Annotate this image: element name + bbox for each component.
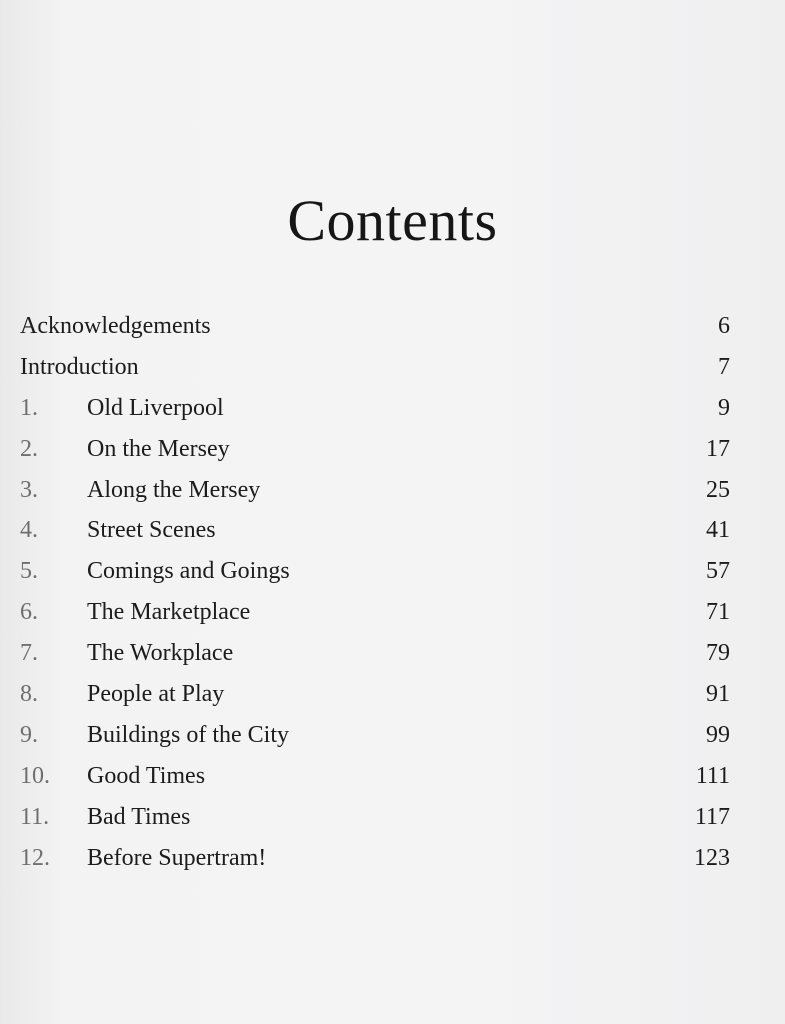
toc-entry-label: Acknowledgements bbox=[20, 313, 211, 339]
toc-entry bbox=[0, 436, 785, 477]
toc-entry-label: Along the Mersey bbox=[87, 476, 261, 503]
toc-entry-label: On the Mersey bbox=[87, 435, 230, 462]
toc-entry-page: 99 bbox=[706, 721, 730, 748]
toc-entry-label: Street Scenes bbox=[87, 517, 216, 544]
toc-entry-page: 41 bbox=[706, 517, 730, 544]
toc-entry-page: 111 bbox=[695, 762, 730, 789]
toc-entry bbox=[0, 804, 785, 845]
toc-entry-label: Old Liverpool bbox=[87, 394, 224, 421]
toc-entry-number: 3. bbox=[20, 476, 38, 503]
toc-entry-label: Comings and Goings bbox=[87, 558, 290, 585]
toc-entry-page: 91 bbox=[706, 681, 730, 708]
toc-entry-page: 7 bbox=[718, 353, 730, 380]
page-title: Contents bbox=[287, 187, 498, 253]
toc-entry bbox=[0, 599, 785, 640]
toc-entry-label: The Marketplace bbox=[87, 599, 251, 626]
toc-entry-page: 79 bbox=[706, 640, 730, 667]
toc-entry-number: 9. bbox=[20, 721, 38, 748]
toc-entry-number: 5. bbox=[20, 558, 38, 585]
toc-entry-page: 9 bbox=[718, 394, 730, 421]
toc-entry-page: 123 bbox=[694, 844, 730, 871]
toc-entry-label: Bad Times bbox=[87, 803, 191, 830]
toc-entry bbox=[0, 763, 785, 804]
toc-entry-label: People at Play bbox=[87, 681, 225, 708]
table-of-contents bbox=[0, 313, 785, 885]
toc-entry-label: Introduction bbox=[20, 353, 139, 380]
toc-entry-number: 11. bbox=[20, 803, 50, 830]
toc-entry bbox=[0, 845, 785, 886]
toc-entry-number: 2. bbox=[20, 435, 38, 462]
toc-entry bbox=[0, 313, 785, 354]
toc-entry-number: 1. bbox=[20, 394, 38, 421]
toc-entry-label: Before Supertram! bbox=[87, 844, 267, 871]
toc-entry-label: Good Times bbox=[87, 762, 206, 789]
toc-entry-page: 6 bbox=[718, 313, 730, 339]
toc-entry-page: 25 bbox=[706, 476, 730, 503]
toc-entry bbox=[0, 681, 785, 722]
toc-entry-label: The Workplace bbox=[87, 640, 234, 667]
toc-entry-number: 8. bbox=[20, 681, 38, 708]
toc-entry bbox=[0, 395, 785, 436]
toc-entry-number: 12. bbox=[20, 844, 50, 871]
toc-entry bbox=[0, 640, 785, 681]
toc-entry-number: 7. bbox=[20, 640, 38, 667]
toc-entry-number: 6. bbox=[20, 599, 38, 626]
toc-entry bbox=[0, 722, 785, 763]
toc-entry-number: 4. bbox=[20, 517, 38, 544]
toc-entry-page: 57 bbox=[706, 558, 730, 585]
toc-entry bbox=[0, 517, 785, 558]
toc-entry-page: 117 bbox=[694, 803, 730, 830]
toc-entry bbox=[0, 558, 785, 599]
toc-entry-label: Buildings of the City bbox=[87, 721, 290, 748]
toc-entry-number: 10. bbox=[20, 762, 50, 789]
toc-entry-page: 17 bbox=[706, 435, 730, 462]
toc-entry bbox=[0, 477, 785, 518]
toc-entry bbox=[0, 354, 785, 395]
toc-entry-page: 71 bbox=[706, 599, 730, 626]
